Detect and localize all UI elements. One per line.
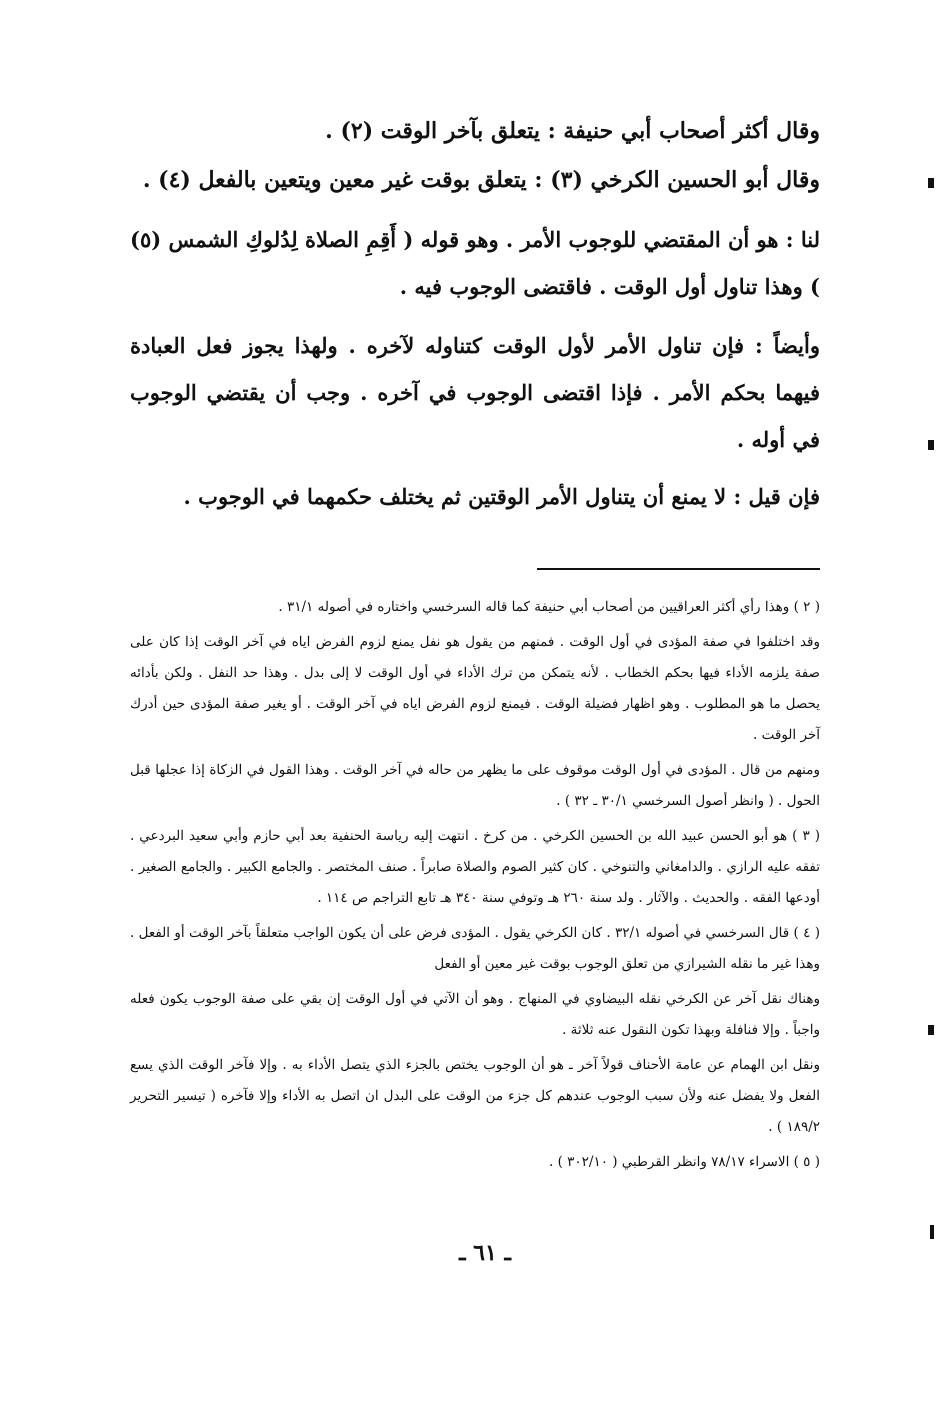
footnote-2: ( ٢ ) وهذا رأي أكثر العراقيين من أصحاب أبي حنيفة كما قاله السرخسي واختاره في أصوله ٣١/١ . — [278, 599, 820, 615]
paragraph-2-lead: وأيضاً : — [754, 333, 821, 358]
paragraph-1-lead: لنا : — [785, 227, 820, 252]
paragraph-3-lead: فإن قيل : — [733, 484, 820, 509]
scan-edge-mark — [928, 440, 934, 450]
paragraph-1 — [130, 216, 820, 310]
main-line-1: وقال أكثر أصحاب أبي حنيفة : يتعلق بآخر الوقت (٢) . — [325, 118, 820, 144]
paragraph-3-text: لا يمنع أن يتناول الأمر الوقتين ثم يختلف حكمهما في الوجوب . — [183, 484, 727, 509]
footnote-4: ( ٤ ) قال السرخسي في أصوله ٣٢/١ . كان الكرخي يقول . المؤدى فرض على أن يكون الواجب متعلقاً بآخر الوقت أو الفعل . وهذا غير ما نقله الشيرازي من تعلق الوجوب بوقت غير معين أو الفعل — [130, 925, 820, 972]
footnote-2-continued: وقد اختلفوا في صفة المؤدى في أول الوقت . فمنهم من يقول هو نفل يمنع لزوم الفرض اياه في آخر الوقت إذا كان على صفة يلزمه الأداء فيها بحكم الخطاب . لأنه يتمكن من ترك الأداء في أول الوقت لا إلى بدل . وهذا حد النفل . ولكن بأدائه يحصل ما هو المطلوب . وهو اظهار فضيلة الوقت . فيمنع لزوم الفرض اياه في آخر الوقت . أو يغير صفة المؤدى حين أدرك آخر الوقت . — [130, 634, 820, 743]
footnotes — [130, 592, 820, 1182]
paragraph-1-text: هو أن المقتضي للوجوب الأمر . وهو قوله ( أَقِمِ الصلاة لِدُلوكِ الشمس (٥) ) وهذا تناول أول الوقت . فاقتضى الوجوب فيه . — [130, 227, 820, 299]
paragraph-3 — [130, 473, 820, 520]
paragraph-2 — [130, 322, 820, 463]
footnote-4-continued-2: ونقل ابن الهمام عن عامة الأحناف قولاً آخر ـ هو أن الوجوب يختص بالجزء الذي يتصل الأداء به . وإلا فآخر الوقت الذي يسع الفعل ولا يفضل عنه ولأن سبب الوجوب عندهم كل جزء من الوقت على البدل ان اتصل به الأداء وإلا فآخره ( تيسير التحرير ١٨٩/٢ ) . — [130, 1057, 820, 1135]
footnote-3: ( ٣ ) هو أبو الحسن عبيد الله بن الحسين الكرخي . من كرخ . انتهت إليه رياسة الحنفية بعد أبي حازم وأبي سعيد البردعي . تفقه عليه الرازي . والدامغاني والتنوخي . كان كثير الصوم والصلاة صابراً . صنف المختصر . والجامع الكبير . والجامع الصغير . أودعها الفقه . والحديث . والآثار . ولد سنة ٢٦٠ هـ وتوفي سنة ٣٤٠ هـ تابع التراجم ص ١١٤ . — [130, 828, 821, 906]
scan-edge-mark — [928, 1025, 934, 1035]
scan-edge-mark — [928, 178, 934, 188]
main-line-2: وقال أبو الحسين الكرخي (٣) : يتعلق بوقت غير معين ويتعين بالفعل (٤) . — [142, 167, 820, 193]
paragraph-2-text: فإن تناول الأمر لأول الوقت كتناوله لآخره . ولهذا يجوز فعل العبادة فيهما بحكم الأمر . فإذا اقتضى الوجوب في آخره . وجب أن يقتضي الوجوب في أوله . — [130, 333, 820, 452]
main-text — [130, 108, 820, 520]
footnote-5: ( ٥ ) الاسراء ٧٨/١٧ وانظر القرطبي ( ٣٠٢/١٠ ) . — [549, 1154, 820, 1170]
footnote-4-continued: وهناك نقل آخر عن الكرخي نقله البيضاوي في المنهاج . وهو أن الآتي في أول الوقت إن بقي على صفة الوجوب يكون فعله واجباً . وإلا فنافلة وبهذا تكون النقول عنه ثلاثة . — [130, 991, 820, 1038]
footnote-separator — [537, 568, 820, 570]
scan-edge-mark — [930, 1225, 934, 1239]
footnote-2-continued-2: ومنهم من قال . المؤدى في أول الوقت موقوف على ما يظهر من حاله في آخر الوقت . وهذا القول في الزكاة إذا عجلها قبل الحول . ( وانظر أصول السرخسي ٣٠/١ ـ ٣٢ ) . — [130, 762, 820, 809]
page-number: ـ ٦١ ـ — [459, 1240, 511, 1266]
